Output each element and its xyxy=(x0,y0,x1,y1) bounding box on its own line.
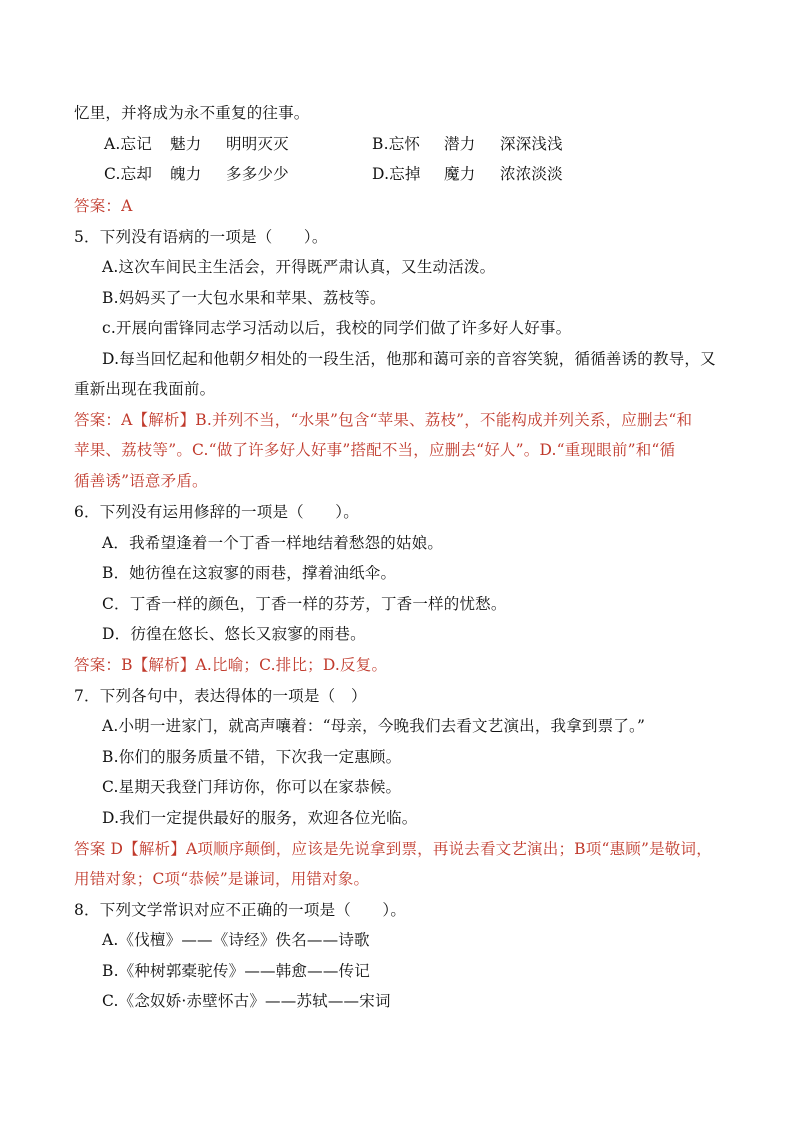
q4-option-a xyxy=(104,133,289,155)
q7-option-a: A.小明一进家门，就高声嚷着：“母亲，今晚我们去看文艺演出，我拿到票了。” xyxy=(102,717,646,735)
q8-option-c: C.《念奴娇·赤壁怀古》——苏轼——宋词 xyxy=(102,992,391,1010)
q4-option-d-word2: 浓浓淡淡 xyxy=(500,165,563,183)
q5-analysis-line3: 循善诱”语意矛盾。 xyxy=(74,472,208,490)
q4-option-a-word1: 魅力 xyxy=(170,135,202,153)
q8-stem: 8．下列文学常识对应不正确的一项是（ ）。 xyxy=(74,901,407,919)
q4-answer: 答案：A xyxy=(74,197,133,215)
q8-option-a: A.《伐檀》——《诗经》佚名——诗歌 xyxy=(102,931,370,949)
q5-analysis-line2: 苹果、荔枝等”。C.“做了许多好人好事”搭配不当，应删去“好人”。D.“重现眼前”和“循 xyxy=(74,441,676,459)
q6-option-d: D．彷徨在悠长、悠长又寂寥的雨巷。 xyxy=(102,625,366,643)
continued-text-line: 忆里，并将成为永不重复的往事。 xyxy=(74,104,310,122)
q7-option-d: D.我们一定提供最好的服务，欢迎各位光临。 xyxy=(102,809,418,827)
q4-option-b xyxy=(372,133,563,155)
q4-option-c xyxy=(104,163,289,185)
q4-option-b-label: B.忘怀 xyxy=(372,135,421,153)
q5-option-b: B.妈妈买了一大包水果和苹果、荔枝等。 xyxy=(102,289,386,307)
q4-option-c-label: C.忘却 xyxy=(104,165,153,183)
q5-option-d-line1: D.每当回忆起和他朝夕相处的一段生活，他那和蔼可亲的音容笑貌，循循善诱的教导，又 xyxy=(102,350,716,368)
q7-stem: 7．下列各句中，表达得体的一项是（ ） xyxy=(74,687,367,705)
q5-analysis-line1: 答案：A【解析】B.并列不当，“水果”包含“苹果、荔枝”，不能构成并列关系，应删去“和 xyxy=(74,411,693,429)
q5-option-c: c.开展向雷锋同志学习活动以后，我校的同学们做了许多好人好事。 xyxy=(102,319,572,337)
q4-option-a-word2: 明明灭灭 xyxy=(226,135,289,153)
q4-option-d xyxy=(372,163,563,185)
q6-option-a: A．我希望逢着一个丁香一样地结着愁怨的姑娘。 xyxy=(102,534,444,552)
q4-option-c-word1: 魄力 xyxy=(170,165,202,183)
q4-option-b-word1: 潜力 xyxy=(444,135,476,153)
q4-option-d-label: D.忘掉 xyxy=(372,165,421,183)
q8-option-b: B.《种树郭橐驼传》——韩愈——传记 xyxy=(102,962,370,980)
q4-option-c-word2: 多多少少 xyxy=(226,165,289,183)
q6-analysis: 答案：B【解析】A.比喻；C.排比；D.反复。 xyxy=(74,656,388,674)
q4-option-d-word1: 魔力 xyxy=(444,165,476,183)
q5-stem: 5．下列没有语病的一项是（ ）。 xyxy=(74,228,328,246)
q6-option-c: C．丁香一样的颜色，丁香一样的芬芳，丁香一样的忧愁。 xyxy=(102,595,507,613)
q5-option-d-line2: 重新出现在我面前。 xyxy=(74,380,216,398)
q7-option-b: B.你们的服务质量不错，下次我一定惠顾。 xyxy=(102,748,402,766)
q4-option-a-label: A.忘记 xyxy=(104,135,152,153)
q4-option-b-word2: 深深浅浅 xyxy=(500,135,563,153)
q6-option-b: B．她彷徨在这寂寥的雨巷，撑着油纸伞。 xyxy=(102,564,397,582)
q7-analysis-line1: 答案 D【解析】A项顺序颠倒，应该是先说拿到票，再说去看文艺演出；B项“惠顾”是敬词， xyxy=(74,840,712,858)
q6-stem: 6．下列没有运用修辞的一项是（ ）。 xyxy=(74,503,359,521)
q7-analysis-line2: 用错对象；C项“恭候”是谦词，用错对象。 xyxy=(74,870,370,888)
q7-option-c: C.星期天我登门拜访你，你可以在家恭候。 xyxy=(102,778,402,796)
q5-option-a: A.这次车间民主生活会，开得既严肃认真，又生动活泼。 xyxy=(102,258,496,276)
